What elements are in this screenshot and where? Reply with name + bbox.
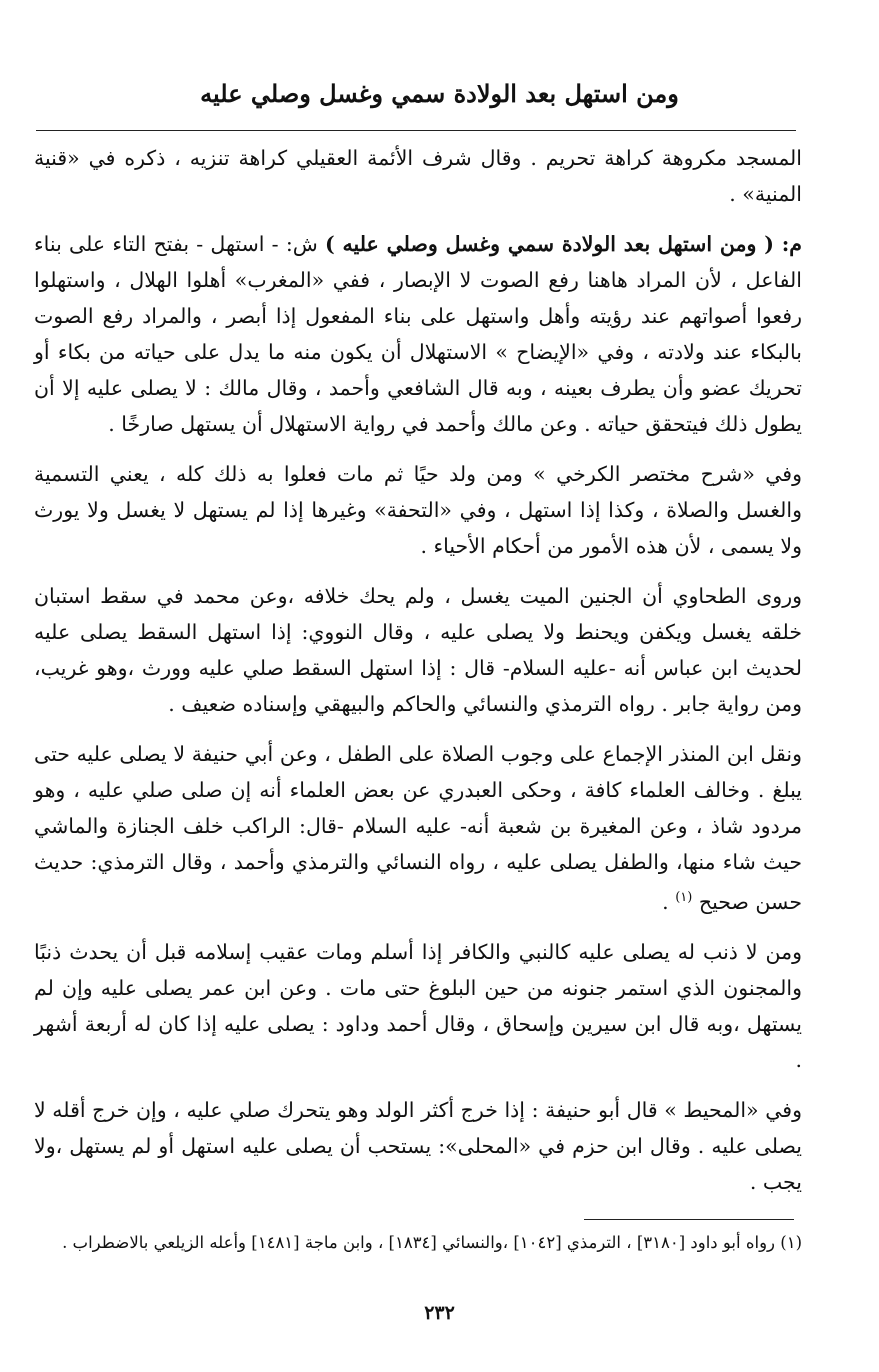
footnote-divider [584,1219,794,1220]
paragraph-5-end: . [662,889,676,914]
paragraph-1: المسجد مكروهة كراهة تحريم . وقال شرف الأئمة العقيلي كراهة تنزيه ، ذكره في «قنية المنية» . [34,146,802,206]
footnote-text: (١) رواه أبو داود [٣١٨٠] ، الترمذي [١٠٤٢] ،والنسائي [١٨٣٤] ، وابن ماجة [١٤٨١] وأعله الزيلعي بالاضطراب . [62,1233,802,1252]
running-header: ومن استهل بعد الولادة سمي وغسل وصلي عليه [200,79,679,108]
footnote-marker: (١) [675,890,693,905]
main-text [34,140,802,1214]
page-number: ٢٣٢ [424,1302,455,1324]
matn-quote: م: ( ومن استهل بعد الولادة سمي وغسل وصلي عليه ) [325,232,803,256]
paragraph-4: وروى الطحاوي أن الجنين الميت يغسل ، ولم يحك خلافه ،وعن محمد في سقط استبان خلقه يغسل ويكفن ويحنط ولا يصلى عليه ، وقال النووي: إذا استهل السقط يصلى عليه لحديث ابن عباس أنه -عليه السلام- قال : إذا استهل السقط صلي عليه وورث ،وهو غريب، ومن رواية جابر . رواه الترمذي والنسائي والحاكم والبيهقي وإسناده ضعيف . [34,584,802,716]
paragraph-3: وفي «شرح مختصر الكرخي » ومن ولد حيًا ثم مات فعلوا به ذلك كله ، يعني التسمية والغسل والصلاة ، وكذا إذا استهل ، وفي «التحفة» وغيرها إذا لم يستهل لا يغسل ولا يورث ولا يسمى ، لأن هذه الأمور من أحكام الأحياء . [34,462,802,558]
paragraph-6: ومن لا ذنب له يصلى عليه كالنبي والكافر إذا أسلم ومات عقيب إسلامه قبل أن يحدث ذنبًا والمجنون الذي استمر جنونه من حين البلوغ حتى مات . وعن ابن عمر يصلى عليه وإن لم يستهل ،وبه قال ابن سيرين وإسحاق ، وقال أحمد وداود : يصلى عليه إذا كان له أربعة أشهر . [34,939,802,1072]
paragraph-2 [34,226,802,442]
paragraph-7: وفي «المحيط » قال أبو حنيفة : إذا خرج أكثر الولد وهو يتحرك صلي عليه ، وإن خرج أقله لا يصلى عليه . وقال ابن حزم في «المحلى»: يستحب أن يصلى عليه استهل أو لم يستهل ،ولا يجب . [34,1097,802,1194]
paragraph-5 [34,736,802,920]
header-divider [36,130,796,131]
footnote [26,1228,802,1258]
paragraph-5-text: ونقل ابن المنذر الإجماع على وجوب الصلاة على الطفل ، وعن أبي حنيفة لا يصلى عليه حتى يبلغ . وخالف العلماء كافة ، وحكى العبدري عن بعض العلماء أنه إن صلى صلي عليه ، وهو مردود شاذ ، وعن المغيرة بن شعبة أنه- عليه السلام -قال: الراكب خلف الجنازة والماشي حيث شاء منها، والطفل يصلى عليه ، رواه النسائي والترمذي وأحمد ، وقال الترمذي: حديث حسن صحيح [34,742,802,914]
sharh-text: ش: - استهل - بفتح التاء على بناء الفاعل ، لأن المراد هاهنا رفع الصوت لا الإبصار ، ففي «المغرب» أهلوا الهلال ، واستهلوا رفعوا أصواتهم عند رؤيته وأهل واستهل على بناء المفعول إذا أبصر ، والمراد رفع الصوت بالبكاء عند ولادته ، وفي «الإيضاح » الاستهلال أن يكون منه ما يدل على حياته من بكاء أو تحريك عضو وأن يطرف بعينه ، وبه قال الشافعي وأحمد ، وقال مالك : لا يصلى عليه إلا أن يطول ذلك فيتحقق حياته . وعن مالك وأحمد في رواية الاستهلال أن يستهل صارخًا . [34,232,802,436]
